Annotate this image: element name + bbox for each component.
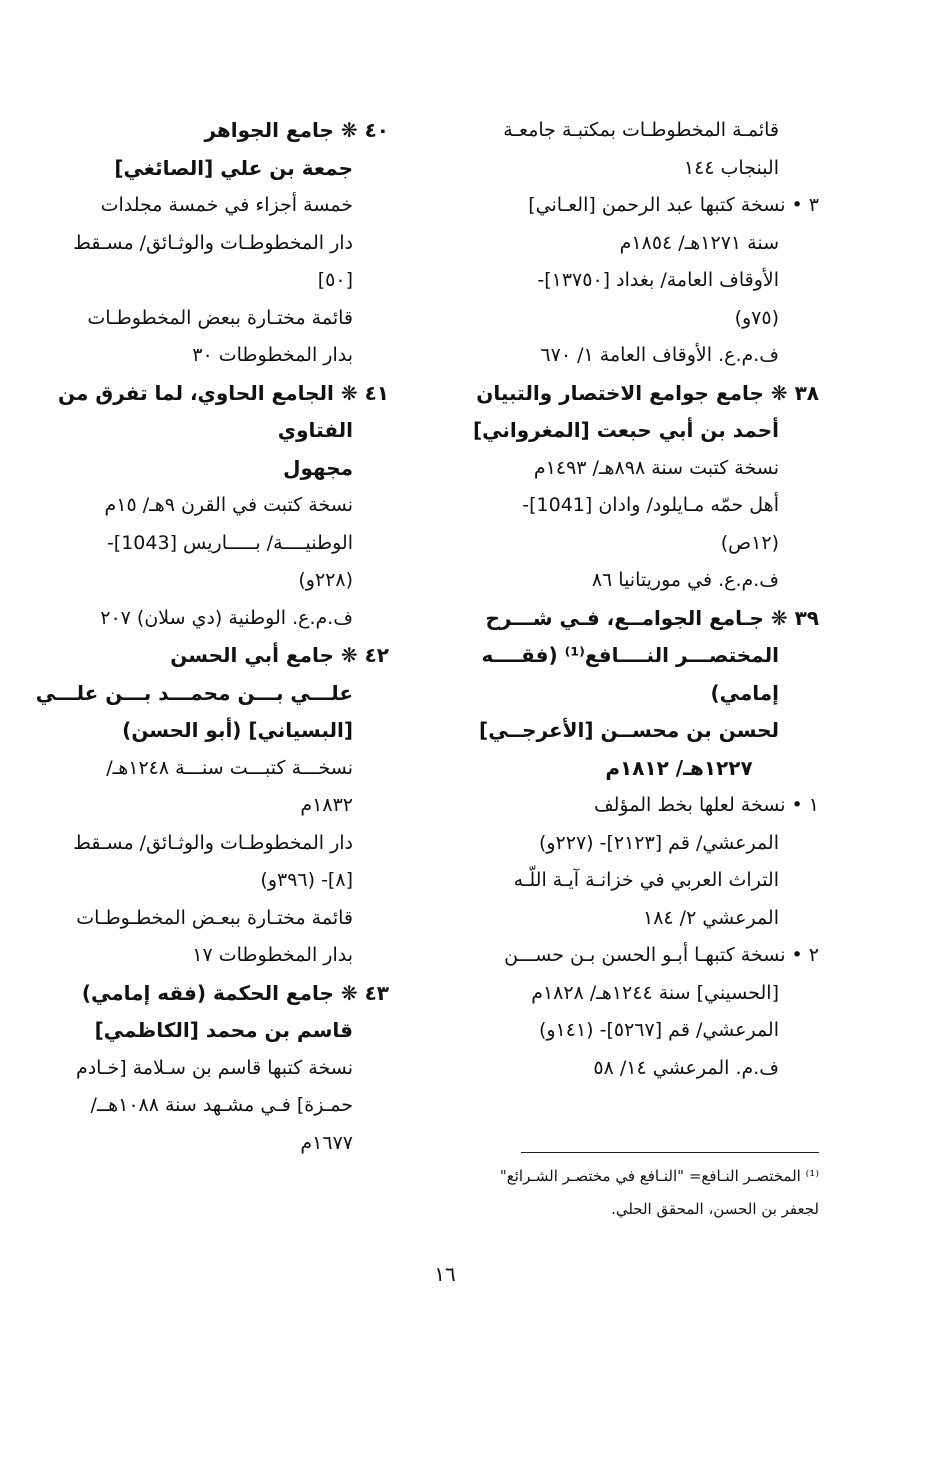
right-column-line: ٣٨ ❋ جامع جوامع الاختصار والتبيان (476, 380, 819, 405)
left-column-line: دار المخطوطـات والوثـائق/ مسـقط (73, 831, 353, 854)
right-column-line: لحسن بن محســن [الأعرجــي] (479, 718, 779, 742)
left-column-line: حمـزة] فـي مشـهد سنة ١٠٨٨هــ/ (90, 1094, 353, 1116)
left-column-line: ١٦٧٧م (300, 1131, 353, 1154)
left-column-line: قائمة مختـارة ببعـض المخطـوطـات (76, 906, 353, 929)
page-number: ١٦ (434, 1262, 456, 1286)
right-column-line: أحمد بن أبي حبعت [المغرواني] (472, 418, 779, 442)
left-column-line: مجهول (283, 455, 353, 480)
footnote-line-1: ⁽¹⁾ المختصـر النـافع= "النـافع في مختصـر الشـرائع" (499, 1167, 819, 1185)
right-column-line: المرعشي/ قم [٢١٢٣]- (٢٢٧و) (538, 831, 779, 854)
left-column-line: الفتاوي (277, 418, 353, 442)
left-column-line: بدار المخطوطات ٣٠ (192, 344, 353, 366)
left-column-line: [٨]- (٣٩٦و) (260, 869, 353, 891)
left-column-line: [٥٠] (317, 269, 353, 291)
left-column-line: ف.م.ع. الوطنية (دي سلان) ٢٠٧ (100, 606, 353, 629)
right-column-line: ف.م.ع. الأوقاف العامة ١/ ٦٧٠ (540, 344, 779, 366)
footnote-line-2: لجعفر بن الحسن، المحقق الحلي. (611, 1200, 819, 1218)
left-column-line: ١٨٣٢م (300, 794, 353, 816)
right-column-line: ١ • نسخة لعلها بخط المؤلف (593, 794, 819, 816)
left-column-line: ٤٣ ❋ جامع الحكمة (فقه إمامي) (81, 980, 389, 1005)
right-column-line: ٣٩ ❋ جـامع الجوامــع، فـي شـــرح (485, 605, 819, 630)
right-column-line: ٢ • نسخة كتبهـا أبـو الحسن بـن حســـن (504, 944, 819, 966)
left-column-line: [البسياني] (أبو الحسن) (122, 718, 353, 742)
footnote (474, 1160, 819, 1226)
right-column-line: (٧٥و) (734, 306, 779, 329)
right-column-line: نسخة كتبت سنة ٨٩٨هـ/ ١٤٩٣م (533, 456, 779, 479)
left-column-line: نسخة كتبها قاسم بن سـلامة [خـادم (75, 1056, 353, 1079)
left-column-line: علـــي بـــن محمـــد بـــن علـــي (35, 680, 353, 705)
right-column-line: التراث العربي في خزانـة آيـة اللّـه (513, 869, 779, 891)
left-column-line: (٢٢٨و) (298, 569, 353, 591)
right-column-line: المرعشي ٢/ ١٨٤ (643, 906, 779, 929)
left-column (35, 112, 389, 1162)
right-column-line: الأوقاف العامة/ بغداد [١٣٧٥٠]- (537, 269, 779, 291)
left-column-line: الوطنيــــة/ بـــــاريس [1043]- (106, 531, 353, 554)
right-column-line: المرعشي/ قم [٥٢٦٧]- (١٤١و) (538, 1019, 779, 1041)
left-column-line: قاسم بن محمد [الكاظمي] (94, 1018, 353, 1042)
right-column-line: سنة ١٢٧١هـ/ ١٨٥٤م (619, 231, 779, 254)
left-column-line: ٤٢ ❋ جامع أبي الحسن (170, 643, 389, 667)
right-column (472, 112, 819, 1087)
right-column-line: المختصـــر النــــافع⁽¹⁾ (فقــــه (481, 643, 779, 667)
left-column-line: دار المخطوطـات والوثـائق/ مسـقط (73, 231, 353, 254)
right-column-line: ١٢٢٧هـ/ ١٨١٢م (605, 755, 753, 780)
right-column-line: ف.م.ع. في موريتانيا ٨٦ (591, 569, 779, 591)
right-column-line: [الحسيني] سنة ١٢٤٤هـ/ ١٨٢٨م (531, 981, 779, 1004)
left-column-line: بدار المخطوطات ١٧ (192, 944, 353, 966)
right-column-line: (١٢ص) (720, 531, 779, 554)
left-column-line: نسخة كتبت في القرن ٩هـ/ ١٥م (104, 494, 353, 516)
left-column-line: قائمة مختـارة ببعض المخطوطـات (87, 306, 353, 329)
footnote-divider (521, 1152, 819, 1153)
right-column-line: ف.م. المرعشي ١٤/ ٥٨ (593, 1056, 779, 1079)
left-column-line: ٤١ ❋ الجامع الحاوي، لما تفرق من (58, 380, 389, 405)
left-column-line: جمعة بن علي [الصائغي] (114, 155, 353, 180)
left-column-line: نسخـــة كتبـــت سنـــة ١٢٤٨هـ/ (106, 756, 353, 779)
left-column-line: خمسة أجزاء في خمسة مجلدات (100, 194, 353, 216)
right-column-line: أهل حمّه مـايلود/ وادان [1041]- (522, 494, 779, 516)
right-column-line: قائمـة المخطوطـات بمكتبـة جامعـة (503, 119, 779, 141)
right-column-line: ٣ • نسخة كتبها عبد الرحمن [العـاني] (528, 194, 819, 216)
right-column-line: البنجاب ١٤٤ (683, 156, 779, 179)
right-column-line: إمامي) (710, 680, 779, 705)
left-column-line: ٤٠ ❋ جامع الجواهر (204, 118, 389, 142)
